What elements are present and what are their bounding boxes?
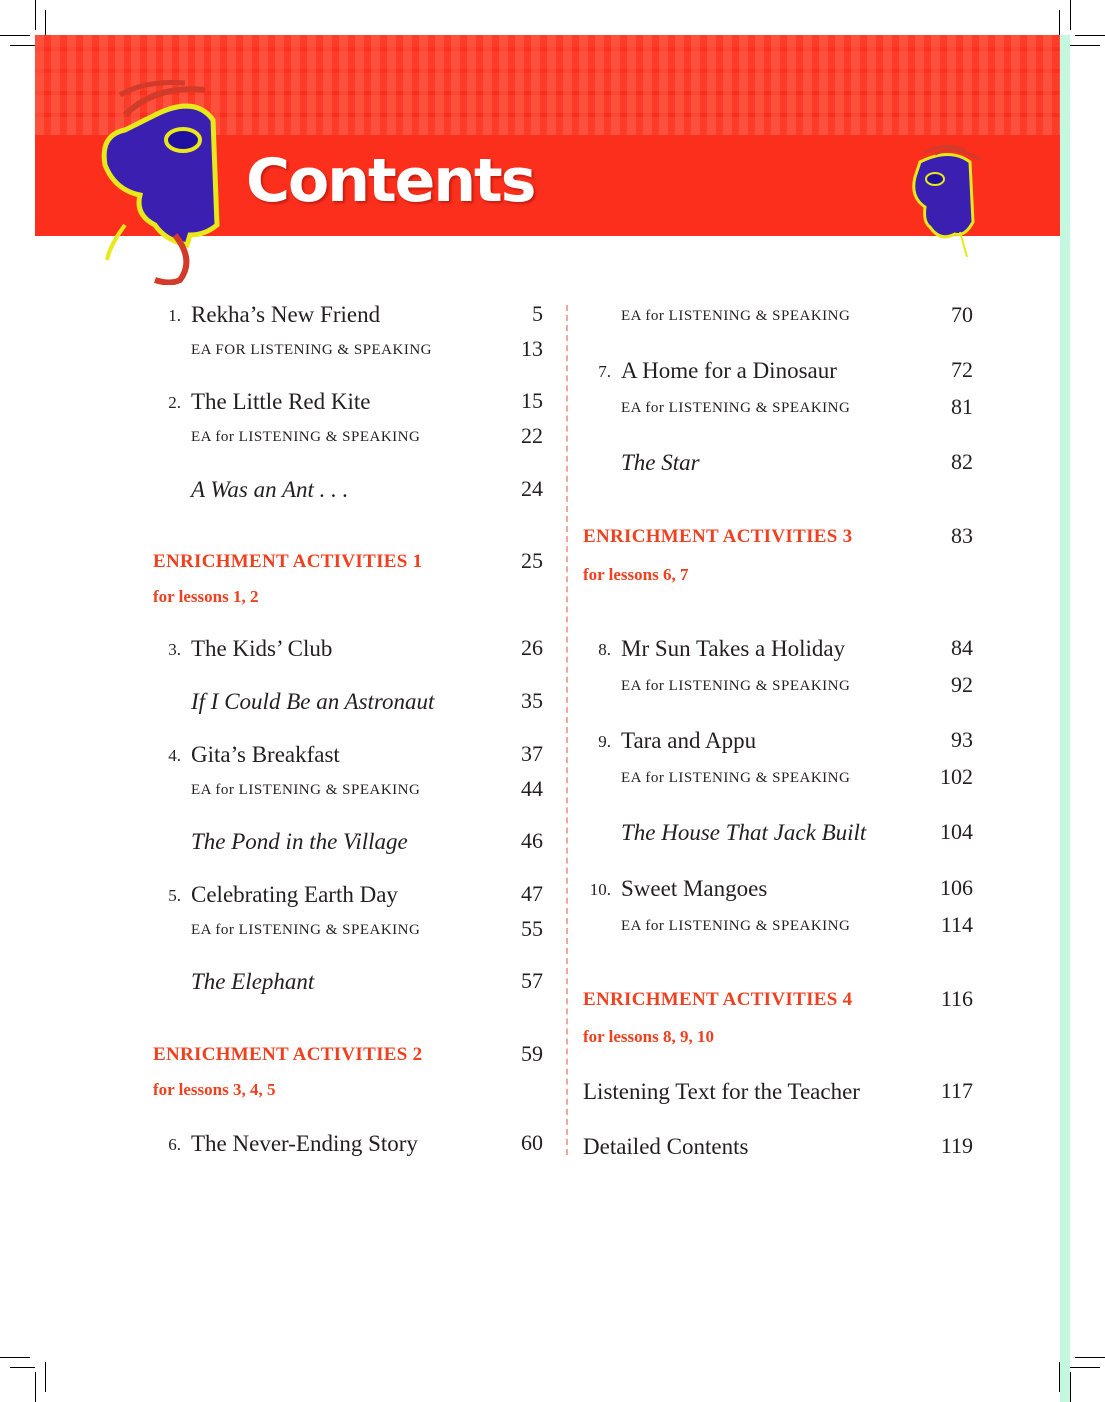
lesson-title: Tara and Appu <box>621 728 757 753</box>
toc-entry[interactable] <box>168 880 398 910</box>
plain-title: Detailed Contents <box>583 1134 749 1159</box>
poem-title: The Pond in the Village <box>191 829 408 854</box>
lesson-title: Gita’s Breakfast <box>191 742 340 767</box>
page-number: 70 <box>951 302 973 327</box>
lesson-title: The Little Red Kite <box>191 389 371 414</box>
toc-entry[interactable] <box>191 687 434 717</box>
lesson-title: Mr Sun Takes a Holiday <box>621 636 846 661</box>
crop-mark <box>35 0 36 30</box>
page-number: 46 <box>521 828 543 853</box>
toc-entry[interactable] <box>621 448 700 478</box>
toc-entry[interactable] <box>583 560 688 590</box>
page-number: 84 <box>951 635 973 660</box>
mosaic-mask-large-icon <box>95 75 230 285</box>
lesson-number: 1. <box>168 306 181 325</box>
toc-entry[interactable] <box>153 582 258 612</box>
lesson-title: Sweet Mangoes <box>621 876 768 901</box>
page-number: 117 <box>940 1078 973 1103</box>
ea-title: EA for LISTENING & SPEAKING <box>621 917 851 934</box>
lesson-title: A Home for a Dinosaur <box>621 358 837 383</box>
page-number: 22 <box>521 423 543 448</box>
crop-mark <box>10 1367 35 1368</box>
page-number: 92 <box>951 672 973 697</box>
page-number: 81 <box>951 394 973 419</box>
toc-entry[interactable] <box>583 1022 714 1052</box>
toc-entry[interactable] <box>583 1132 748 1162</box>
lesson-number: 3. <box>168 640 181 659</box>
toc-entry[interactable] <box>153 547 422 577</box>
poem-title: If I Could Be an Astronaut <box>191 689 435 714</box>
toc-entry[interactable] <box>191 335 432 365</box>
crop-mark <box>35 1372 36 1402</box>
lesson-number: 10. <box>589 880 611 899</box>
page-number: 104 <box>940 819 973 844</box>
toc-entry[interactable] <box>191 775 420 805</box>
page-number: 37 <box>521 741 543 766</box>
toc-entry[interactable] <box>168 740 340 770</box>
page-number: 13 <box>521 336 543 361</box>
crop-mark <box>0 35 30 36</box>
forl-title: for lessons 6, 7 <box>583 565 689 584</box>
page-number: 57 <box>521 968 543 993</box>
crop-mark <box>1070 1367 1100 1368</box>
lesson-number: 6. <box>168 1135 181 1154</box>
enrich-title: ENRICHMENT ACTIVITIES 1 <box>153 551 423 572</box>
lesson-title: The Never-Ending Story <box>191 1131 418 1156</box>
ea-title: EA for LISTENING & SPEAKING <box>621 769 851 786</box>
plain-title: Listening Text for the Teacher <box>583 1079 860 1104</box>
crop-mark <box>45 1362 46 1392</box>
crop-mark <box>1070 1372 1071 1402</box>
crop-mark <box>1070 0 1071 30</box>
ea-title: EA for LISTENING & SPEAKING <box>191 428 421 445</box>
toc-entry[interactable] <box>621 818 866 848</box>
enrich-title: ENRICHMENT ACTIVITIES 2 <box>153 1044 423 1065</box>
toc-entry[interactable] <box>191 967 314 997</box>
toc-entry[interactable] <box>153 1040 422 1070</box>
ea-title: EA FOR LISTENING & SPEAKING <box>191 341 433 358</box>
page-number: 47 <box>521 881 543 906</box>
page-edge-stripe <box>1060 35 1070 1402</box>
lesson-number: 2. <box>168 393 181 412</box>
page-number: 25 <box>521 548 543 573</box>
page-number: 116 <box>940 986 973 1011</box>
crop-mark <box>1070 45 1100 46</box>
toc-entry[interactable] <box>191 827 408 857</box>
toc-entry[interactable] <box>168 300 381 330</box>
page-number: 114 <box>940 912 973 937</box>
crop-mark <box>1075 35 1105 36</box>
crop-mark <box>0 1357 30 1358</box>
toc-entry[interactable] <box>621 763 850 793</box>
forl-title: for lessons 1, 2 <box>153 587 259 606</box>
toc-entry[interactable] <box>153 1075 275 1105</box>
toc-entry[interactable] <box>168 1129 418 1159</box>
ea-title: EA for LISTENING & SPEAKING <box>191 921 421 938</box>
page-number: 72 <box>951 357 973 382</box>
toc-entry[interactable] <box>168 387 371 417</box>
page-number: 24 <box>521 476 543 501</box>
toc-entry[interactable] <box>598 634 846 664</box>
lesson-number: 4. <box>168 746 181 765</box>
page-number: 83 <box>951 523 973 548</box>
ea-title: EA for LISTENING & SPEAKING <box>621 677 851 694</box>
mosaic-mask-small-icon <box>905 142 990 260</box>
ea-title: EA for LISTENING & SPEAKING <box>621 399 851 416</box>
poem-title: The Elephant <box>191 969 315 994</box>
poem-title: A Was an Ant . . . <box>191 477 349 502</box>
page-title: Contents <box>246 146 535 216</box>
lesson-title: Rekha’s New Friend <box>191 302 381 327</box>
page-number: 55 <box>521 916 543 941</box>
lesson-number: 9. <box>598 732 611 751</box>
toc-entry[interactable] <box>191 915 420 945</box>
toc-entry[interactable] <box>191 422 420 452</box>
page-number: 93 <box>951 727 973 752</box>
page-number: 60 <box>521 1130 543 1155</box>
enrich-title: ENRICHMENT ACTIVITIES 4 <box>583 989 853 1010</box>
page-number: 15 <box>521 388 543 413</box>
ea-title: EA for LISTENING & SPEAKING <box>621 307 851 324</box>
page-number: 59 <box>521 1041 543 1066</box>
page-number: 119 <box>940 1133 973 1158</box>
page-number: 26 <box>521 635 543 660</box>
page-number: 82 <box>951 449 973 474</box>
toc-entry[interactable] <box>583 522 852 552</box>
lesson-number: 5. <box>168 886 181 905</box>
toc-entry[interactable] <box>621 301 850 331</box>
lesson-title: The Kids’ Club <box>191 636 333 661</box>
toc-entry[interactable] <box>621 671 850 701</box>
ea-title: EA for LISTENING & SPEAKING <box>191 781 421 798</box>
poem-title: The House That Jack Built <box>621 820 867 845</box>
toc-entry[interactable] <box>168 634 333 664</box>
crop-mark <box>10 45 35 46</box>
toc-entry[interactable] <box>589 874 768 904</box>
enrich-title: ENRICHMENT ACTIVITIES 3 <box>583 526 853 547</box>
toc-entry[interactable] <box>598 726 757 756</box>
toc-entry[interactable] <box>598 356 837 386</box>
toc-entry[interactable] <box>191 475 348 505</box>
lesson-number: 8. <box>598 640 611 659</box>
toc-entry[interactable] <box>621 911 850 941</box>
toc-entry[interactable] <box>583 1077 860 1107</box>
page-number: 106 <box>940 875 973 900</box>
toc-entry[interactable] <box>583 985 852 1015</box>
page-number: 5 <box>532 301 543 326</box>
lesson-title: Celebrating Earth Day <box>191 882 398 907</box>
forl-title: for lessons 3, 4, 5 <box>153 1080 276 1099</box>
lesson-number: 7. <box>598 362 611 381</box>
crop-mark <box>1075 1357 1105 1358</box>
toc-entry[interactable] <box>621 393 850 423</box>
page-number: 35 <box>521 688 543 713</box>
column-divider <box>566 305 568 1155</box>
page-number: 102 <box>940 764 973 789</box>
poem-title: The Star <box>621 450 700 475</box>
forl-title: for lessons 8, 9, 10 <box>583 1027 714 1046</box>
page-number: 44 <box>521 776 543 801</box>
